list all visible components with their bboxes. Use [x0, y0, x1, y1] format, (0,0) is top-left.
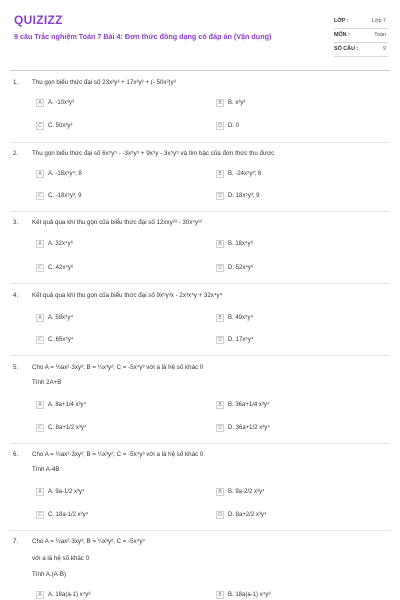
question-subtext: Tính A-4B — [32, 466, 60, 473]
option-text: A. 8a+1/4 x³y⁴ — [48, 401, 87, 408]
question-divider — [10, 443, 390, 444]
question-subtext: Tính A.(A-B) — [32, 571, 67, 578]
option-letter: C — [36, 336, 44, 344]
option-text: B. x³y³ — [228, 99, 246, 106]
option-text: D. 52x⁴y⁶ — [228, 264, 254, 271]
option-text: B. 36a+1/4 x³y⁴ — [228, 401, 270, 408]
meta-row-count — [334, 43, 388, 57]
option-letter: C — [36, 424, 44, 432]
question-text: Cho A = ½ax²·3xy²; B = ¼x³y²; C = -5x⁴y³ — [32, 538, 145, 545]
quiz-title: 9 câu Trắc nghiệm Toán 7 Bài 4: Đơn thức đồng dạng có đáp án (Vận dụng) — [14, 32, 272, 41]
option-text: D. 36a+1/2 x³y⁴ — [228, 424, 270, 431]
meta-value: Toán — [374, 32, 386, 38]
option-letter: A — [36, 99, 44, 107]
option-letter: A — [36, 488, 44, 496]
option-letter: A — [36, 240, 44, 248]
option-letter: A — [36, 170, 44, 178]
question-text: Thu gọn biểu thức đại số 6x⁵y⁵ - -3x⁵y⁵ + 9x⁵y - 3x⁵y⁵ và tìm bậc của đơn thức thu được — [32, 150, 275, 157]
option-letter: C — [36, 122, 44, 130]
meta-label: MÔN : — [334, 32, 350, 38]
option-text: A. 9a-1/2 x³y⁴ — [48, 488, 85, 495]
option-letter: B — [216, 240, 224, 248]
option-text: A. 18a(a-1) x⁴y⁸ — [48, 591, 91, 598]
option-text: C. -18x⁵y³; 9 — [48, 192, 82, 199]
question-number: 7. — [13, 538, 19, 545]
option-text: B. -24x⁵y³; 8 — [228, 170, 262, 177]
option-letter: D — [216, 336, 224, 344]
question-number: 2. — [13, 150, 19, 157]
option-letter: C — [36, 192, 44, 200]
question-divider — [10, 530, 390, 531]
quizizz-logo[interactable]: QUIZIZZ — [14, 13, 63, 27]
option-text: A. 59x⁵y⁴ — [48, 314, 74, 321]
meta-row-subject — [334, 29, 388, 43]
quiz-meta — [334, 15, 388, 57]
option-letter: C — [36, 264, 44, 272]
option-letter: D — [216, 122, 224, 130]
option-letter: A — [36, 401, 44, 409]
question-text: Kết quả qua khi thu gọn của biểu thức đại số 12xxy²³ - 30x⁴y¹² — [32, 219, 203, 226]
header-divider — [10, 70, 390, 71]
meta-row-class — [334, 15, 388, 29]
option-text: A. 32x⁴y⁶ — [48, 240, 74, 247]
option-text: B. 18x⁴y⁶ — [228, 240, 254, 247]
option-text: B. 18a(a-1) x⁴y⁸ — [228, 591, 271, 598]
option-text: C. 8a+1/2 x³y⁴ — [48, 424, 87, 431]
option-letter: D — [216, 264, 224, 272]
option-letter: B — [216, 314, 224, 322]
option-text: B. 9a-2/2 x³y⁴ — [228, 488, 265, 495]
question-text: Cho A = ½ax²·3xy²; B = ¼x³y²; C = -5x⁴y³ với a là hệ số khác 0 — [32, 451, 204, 458]
meta-value: Lớp 7 — [371, 18, 386, 24]
meta-label: LỚP : — [334, 18, 349, 24]
option-text: A. -10x³y³ — [48, 99, 75, 106]
question-divider — [10, 211, 390, 212]
option-text: C. 42x⁴y⁶ — [48, 264, 74, 271]
question-divider — [10, 142, 390, 143]
question-text: Cho A = ½ax²·3xy²; B = ¼x³y²; C = -5x⁴y³ với a là hệ số khác 0 — [32, 364, 204, 371]
question-number: 4. — [13, 292, 19, 299]
question-number: 1. — [13, 79, 19, 86]
question-text: Thu gọn biểu thức đại số 23x³y³ + 17x³y³ + (- 50x³)y³ — [32, 79, 176, 86]
option-letter: D — [216, 192, 224, 200]
question-subtext: Tính 2A+B — [32, 379, 62, 386]
meta-value: 9 — [383, 46, 386, 52]
option-text: A. -18x⁵y⁴; 8 — [48, 170, 82, 177]
question-number: 6. — [13, 451, 19, 458]
option-letter: D — [216, 511, 224, 519]
option-letter: A — [36, 314, 44, 322]
option-letter: B — [216, 488, 224, 496]
option-letter: B — [216, 170, 224, 178]
question-divider — [10, 355, 390, 356]
option-text: C. 18a-1/2 x³y⁴ — [48, 511, 89, 518]
page-header — [0, 0, 400, 62]
option-letter: B — [216, 99, 224, 107]
option-text: D. 8a+2/2 x³y⁴ — [228, 511, 267, 518]
option-text: D. 0 — [228, 122, 240, 129]
question-number: 3. — [13, 219, 19, 226]
option-text: C. 65x⁵y⁴ — [48, 336, 74, 343]
option-letter: D — [216, 424, 224, 432]
option-letter: B — [216, 401, 224, 409]
question-divider — [10, 283, 390, 284]
meta-label: SỐ CÂU : — [334, 46, 359, 52]
option-text: B. 49x⁵y⁴ — [228, 314, 254, 321]
question-number: 5. — [13, 364, 19, 371]
option-letter: C — [36, 511, 44, 519]
question-text: Kết quả qua khi thu gọn của biểu thức đại số 9x⁵y³x - 2x³x⁴y + 32x⁴y⁴ — [32, 292, 223, 299]
option-text: D. 18x⁵y³; 9 — [228, 192, 260, 199]
option-text: D. 17x⁵y⁴ — [228, 336, 254, 343]
option-text: C. 50x³y³ — [48, 122, 73, 129]
option-letter: A — [36, 591, 44, 599]
question-subtext: với a là hệ số khác 0 — [32, 555, 90, 562]
option-letter: B — [216, 591, 224, 599]
